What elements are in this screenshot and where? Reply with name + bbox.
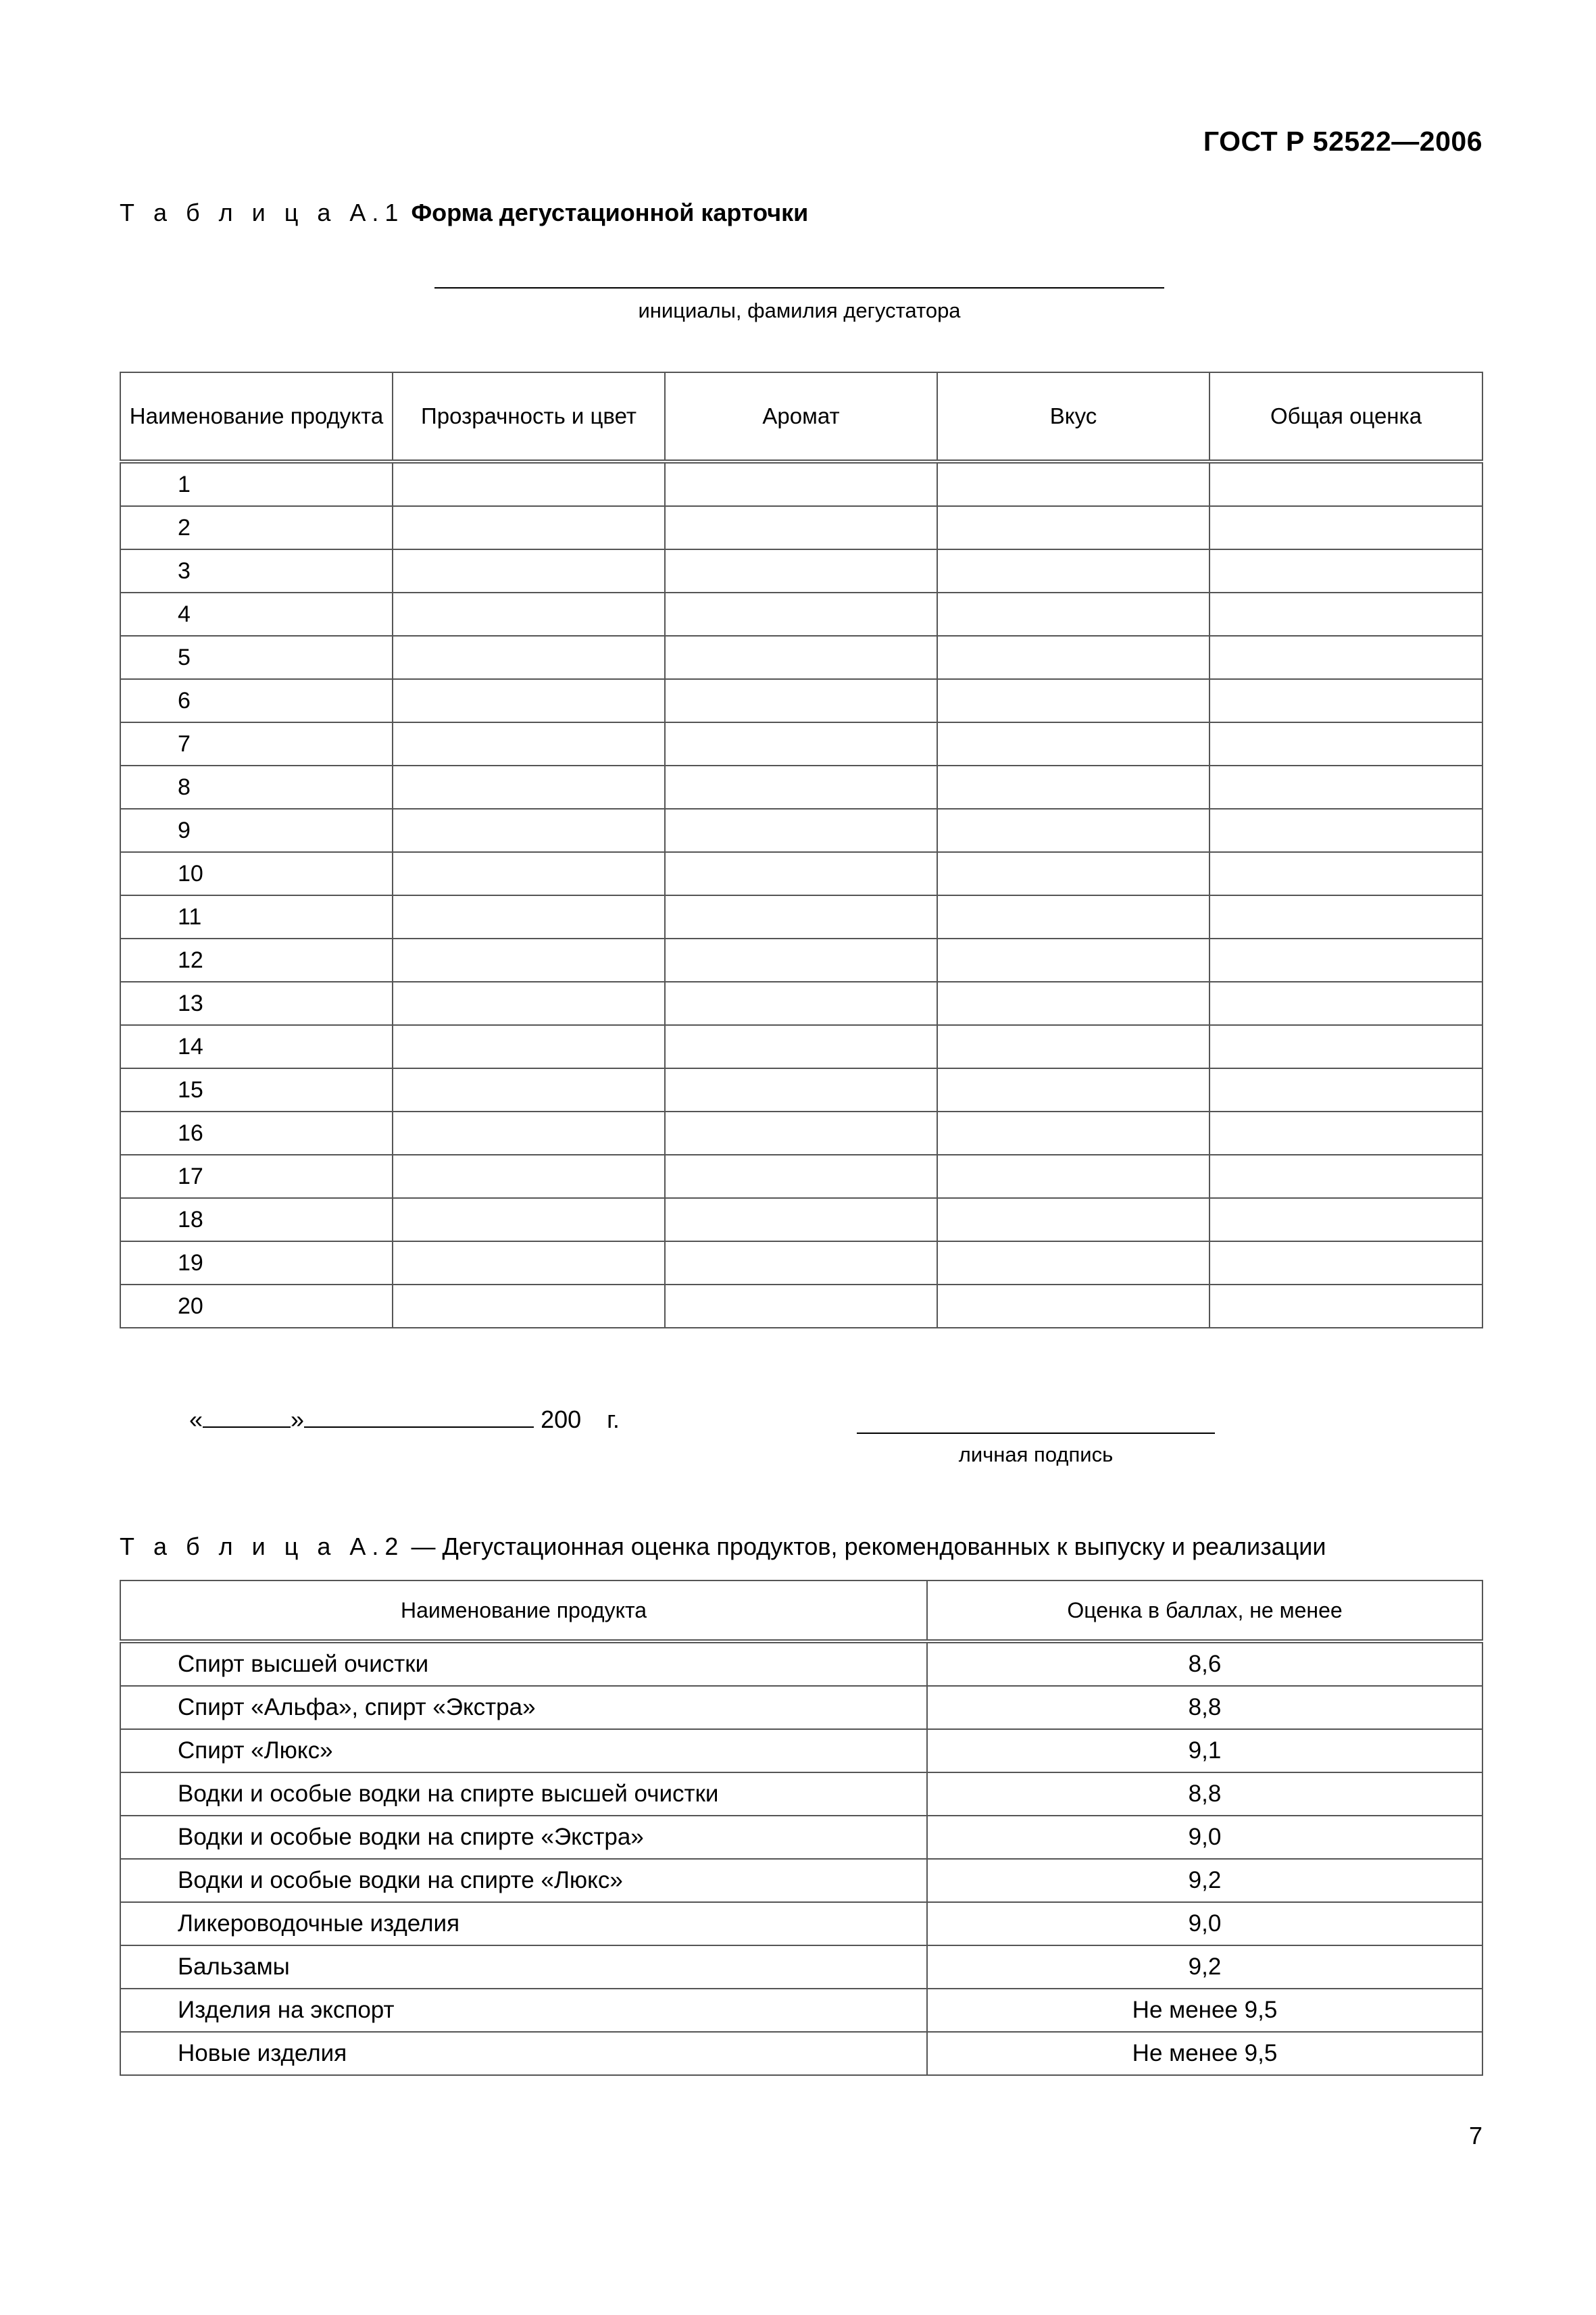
blank-cell [665,593,937,636]
blank-cell [665,1241,937,1285]
tasting-card-body [120,462,1482,1328]
table2-header-score: Оценка в баллах, не менее [927,1580,1482,1641]
table1-header-0: Наименование продукта [120,372,393,462]
taster-name-caption: инициалы, фамилия дегустатора [638,299,961,322]
blank-cell [937,809,1210,852]
table-row [120,462,1482,506]
blank-cell [1210,506,1482,549]
table-row [120,1155,1482,1198]
product-name: Спирт высшей очистки [120,1641,927,1686]
product-name: Новые изделия [120,2032,927,2075]
table-row [120,1816,1482,1859]
blank-cell [665,722,937,766]
blank-cell [665,549,937,593]
blank-cell [1210,1198,1482,1241]
blank-cell [1210,722,1482,766]
blank-cell [937,1285,1210,1328]
row-number: 14 [120,1025,393,1068]
blank-cell [937,593,1210,636]
page-number: 7 [1468,2122,1482,2149]
blank-cell [665,1112,937,1155]
table-row [120,1198,1482,1241]
row-number: 19 [120,1241,393,1285]
table-row [120,1025,1482,1068]
blank-cell [665,766,937,809]
blank-cell [393,679,665,722]
blank-cell [393,1068,665,1112]
product-score: 9,1 [927,1729,1482,1772]
blank-cell [937,636,1210,679]
blank-cell [1210,549,1482,593]
table1-header-3: Вкус [937,372,1210,462]
table-row [120,2032,1482,2075]
table2-header-name: Наименование продукта [120,1580,927,1641]
row-number: 9 [120,809,393,852]
blank-cell [393,636,665,679]
taster-name-line [434,287,1164,289]
blank-cell [1210,1112,1482,1155]
product-score: Не менее 9,5 [927,2032,1482,2075]
blank-cell [937,549,1210,593]
table1-title: Форма дегустационной карточки [411,199,809,226]
table-row [120,1729,1482,1772]
table-row [120,593,1482,636]
row-number: 11 [120,895,393,939]
product-score: 8,8 [927,1686,1482,1729]
blank-cell [393,852,665,895]
row-number: 15 [120,1068,393,1112]
blank-cell [1210,1285,1482,1328]
table-row [120,1112,1482,1155]
blank-cell [393,506,665,549]
table-row [120,1772,1482,1816]
row-number: 3 [120,549,393,593]
blank-cell [665,982,937,1025]
row-number: 16 [120,1112,393,1155]
table-row [120,1285,1482,1328]
table-row [120,1068,1482,1112]
product-name: Водки и особые водки на спирте высшей очистки [120,1772,927,1816]
row-number: 5 [120,636,393,679]
blank-cell [665,1198,937,1241]
blank-cell [393,1025,665,1068]
table-row [120,1241,1482,1285]
blank-cell [937,895,1210,939]
table-row [120,1989,1482,2032]
product-name: Бальзамы [120,1945,927,1989]
row-number: 18 [120,1198,393,1241]
tasting-score-header-row [120,1580,1482,1641]
table-row [120,1859,1482,1902]
blank-cell [665,1155,937,1198]
row-number: 2 [120,506,393,549]
table1-caption [120,199,808,227]
date-month-blank [304,1406,534,1428]
table2-label: Т а б л и ц а А.2 [120,1533,405,1560]
blank-cell [937,1198,1210,1241]
blank-cell [393,593,665,636]
blank-cell [1210,809,1482,852]
blank-cell [393,1112,665,1155]
product-score: 8,6 [927,1641,1482,1686]
product-score: 8,8 [927,1772,1482,1816]
blank-cell [665,1025,937,1068]
product-score: 9,2 [927,1945,1482,1989]
table-row [120,939,1482,982]
blank-cell [937,852,1210,895]
blank-cell [937,462,1210,506]
blank-cell [393,766,665,809]
row-number: 10 [120,852,393,895]
date-field [189,1405,620,1434]
blank-cell [393,1241,665,1285]
blank-cell [1210,1025,1482,1068]
blank-cell [1210,1068,1482,1112]
date-year-suffix: г. [607,1405,620,1433]
table2-caption [120,1533,1326,1561]
product-score: Не менее 9,5 [927,1989,1482,2032]
product-name: Ликероводочные изделия [120,1902,927,1945]
blank-cell [665,462,937,506]
blank-cell [1210,982,1482,1025]
product-score: 9,2 [927,1859,1482,1902]
signature-caption: личная подпись [958,1443,1114,1466]
blank-cell [665,809,937,852]
blank-cell [393,1285,665,1328]
row-number: 17 [120,1155,393,1198]
blank-cell [393,1155,665,1198]
blank-cell [393,982,665,1025]
blank-cell [937,1112,1210,1155]
blank-cell [393,895,665,939]
blank-cell [665,636,937,679]
blank-cell [665,852,937,895]
row-number: 20 [120,1285,393,1328]
product-score: 9,0 [927,1816,1482,1859]
blank-cell [937,939,1210,982]
blank-cell [665,939,937,982]
blank-cell [665,1068,937,1112]
blank-cell [1210,1155,1482,1198]
row-number: 13 [120,982,393,1025]
date-year: 200 [541,1405,582,1433]
tasting-card-header-row [120,372,1482,462]
table-row [120,1686,1482,1729]
table-row [120,766,1482,809]
product-score: 9,0 [927,1902,1482,1945]
table-row [120,1641,1482,1686]
product-name: Изделия на экспорт [120,1989,927,2032]
row-number: 6 [120,679,393,722]
blank-cell [1210,766,1482,809]
table-row [120,982,1482,1025]
table-row [120,1902,1482,1945]
blank-cell [1210,939,1482,982]
row-number: 12 [120,939,393,982]
blank-cell [1210,636,1482,679]
blank-cell [1210,462,1482,506]
table-row [120,506,1482,549]
blank-cell [937,1241,1210,1285]
blank-cell [665,1285,937,1328]
blank-cell [1210,593,1482,636]
blank-cell [665,506,937,549]
table1-header-2: Аромат [665,372,937,462]
date-quote-close: » [291,1405,305,1433]
blank-cell [1210,679,1482,722]
blank-cell [393,722,665,766]
tasting-card-table [120,372,1483,1328]
blank-cell [937,1155,1210,1198]
table2-title: — Дегустационная оценка продуктов, рекомендованных к выпуску и реализации [411,1533,1326,1560]
blank-cell [937,506,1210,549]
blank-cell [393,809,665,852]
table-row [120,852,1482,895]
table-row [120,722,1482,766]
blank-cell [1210,1241,1482,1285]
table1-label: Т а б л и ц а А.1 [120,199,405,226]
row-number: 8 [120,766,393,809]
table-row [120,679,1482,722]
table-row [120,895,1482,939]
table-row [120,636,1482,679]
date-quote-open: « [189,1405,203,1433]
row-number: 4 [120,593,393,636]
blank-cell [937,766,1210,809]
row-number: 7 [120,722,393,766]
product-name: Спирт «Альфа», спирт «Экстра» [120,1686,927,1729]
document-code: ГОСТ Р 52522—2006 [1203,126,1482,157]
table-row [120,809,1482,852]
table1-header-4: Общая оценка [1210,372,1482,462]
blank-cell [393,462,665,506]
blank-cell [393,549,665,593]
table-row [120,1945,1482,1989]
blank-cell [937,722,1210,766]
blank-cell [1210,852,1482,895]
date-day-blank [203,1406,291,1428]
table1-header-1: Прозрачность и цвет [393,372,665,462]
signature-line [857,1433,1215,1434]
table-row [120,549,1482,593]
row-number: 1 [120,462,393,506]
blank-cell [393,939,665,982]
tasting-score-body [120,1641,1482,2075]
blank-cell [937,1025,1210,1068]
blank-cell [1210,895,1482,939]
blank-cell [937,679,1210,722]
blank-cell [393,1198,665,1241]
product-name: Водки и особые водки на спирте «Экстра» [120,1816,927,1859]
tasting-score-table [120,1580,1483,2076]
blank-cell [937,1068,1210,1112]
blank-cell [937,982,1210,1025]
product-name: Водки и особые водки на спирте «Люкс» [120,1859,927,1902]
blank-cell [665,679,937,722]
blank-cell [665,895,937,939]
product-name: Спирт «Люкс» [120,1729,927,1772]
